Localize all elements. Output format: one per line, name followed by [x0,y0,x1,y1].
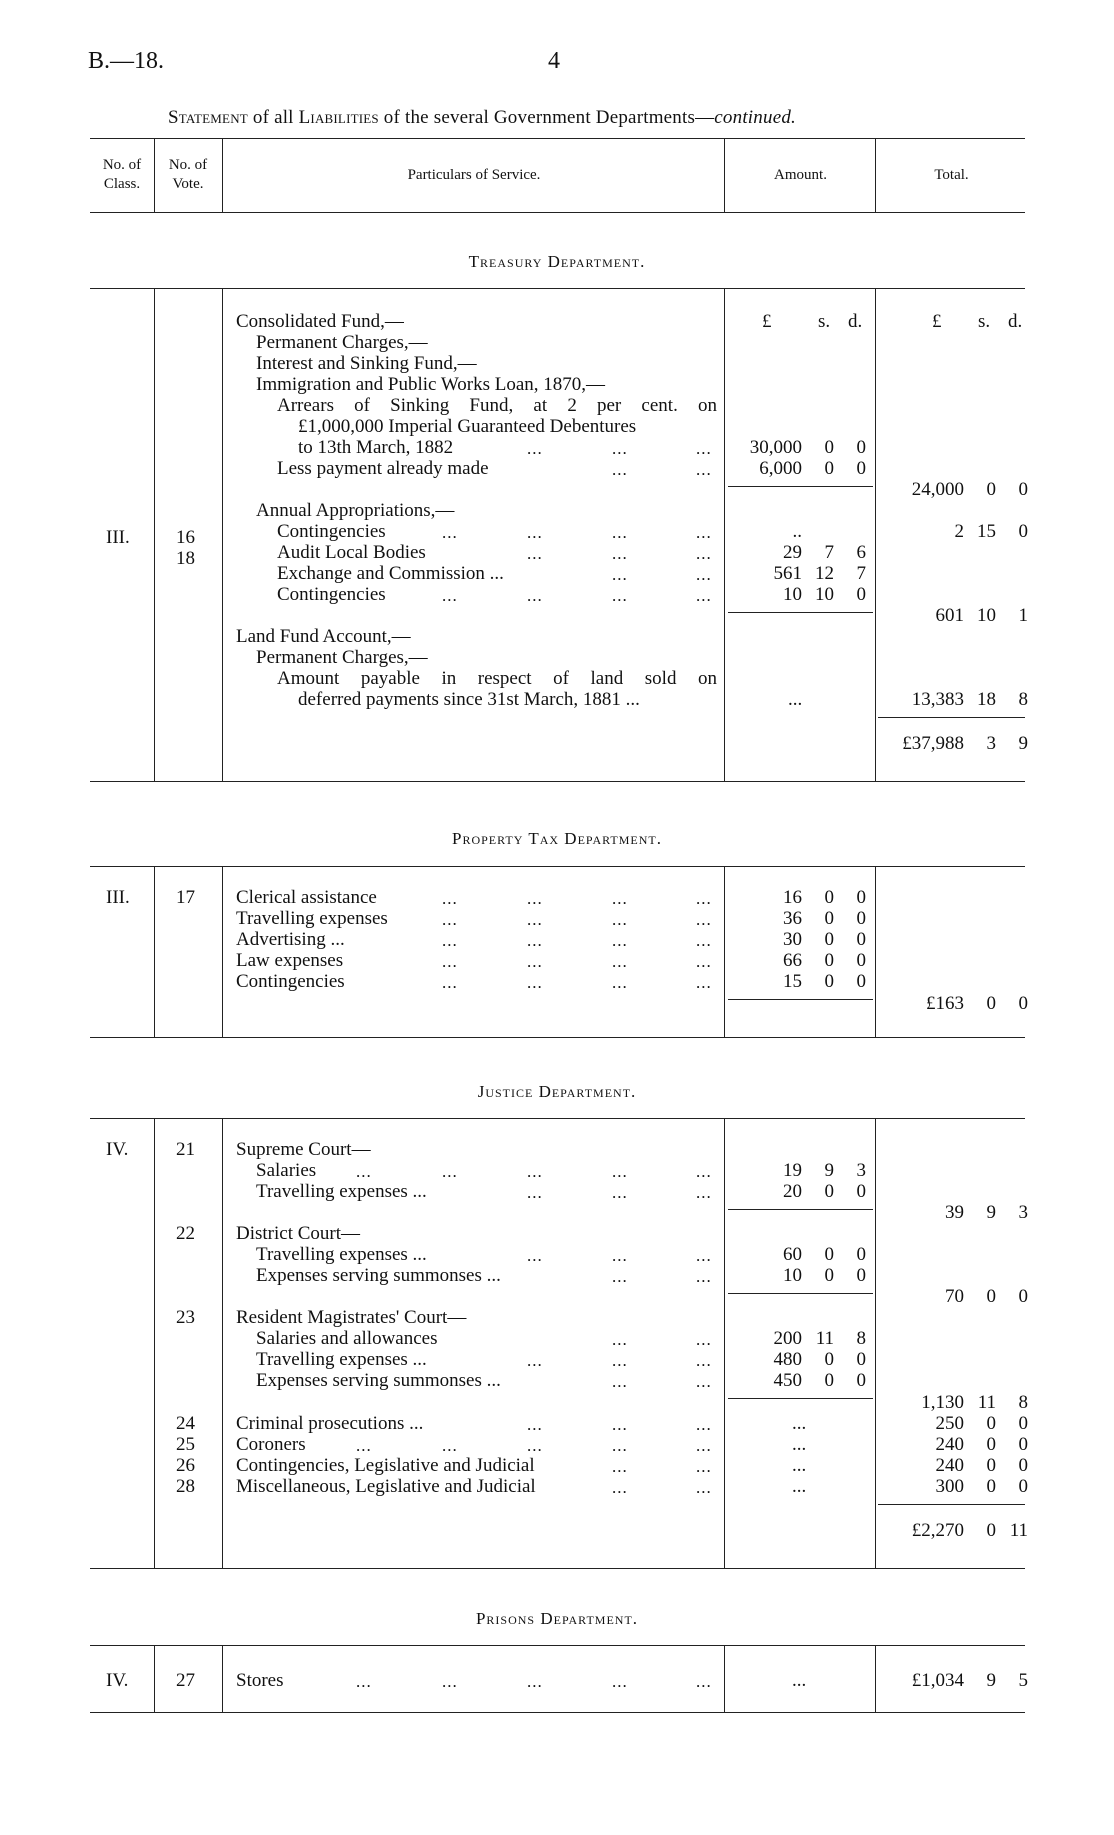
total-shillings: 11 [977,1392,996,1413]
total-pounds: 601 [935,605,964,626]
amount-shillings: 11 [815,1328,834,1349]
leader-dots: ... [442,523,458,542]
property-tax-class: III. [106,887,130,908]
total-pence: 3 [1018,1202,1028,1223]
leader-dots: ... [442,1672,458,1691]
rule [154,138,155,212]
amount-pence: 0 [856,950,866,971]
particular-line: Supreme Court— [236,1139,371,1160]
property-tax-item: Clerical assistance [236,887,377,908]
total-d-head: d. [1008,311,1023,332]
amount-pounds: 20 [783,1181,802,1202]
leader-dots: ... [527,889,543,908]
property-tax-item: Contingencies [236,971,345,992]
leader-dots: ... [527,1183,543,1202]
leader-dots: ... [527,586,543,605]
leader-dots: ... [696,952,712,971]
rule [875,288,876,781]
total-shillings: 9 [986,1202,996,1223]
leader-dots: ... [696,973,712,992]
rule [90,1712,1025,1713]
leader-dots: ... [527,1436,543,1455]
particular-line: Annual Appropriations,— [256,500,455,521]
amount-pence: 0 [856,1370,866,1391]
total-shillings: 0 [986,1455,996,1476]
particular-line: Coroners [236,1434,306,1455]
property-tax-total-pence: 0 [1018,993,1028,1014]
rule [222,1118,223,1568]
amount-shillings: 0 [824,950,834,971]
particular-line: £1,000,000 Imperial Guaranteed Debentures [298,416,637,437]
amount-pounds: 10 [783,584,802,605]
particular-line: Resident Magistrates' Court— [236,1307,467,1328]
leader-dots: ... [442,1436,458,1455]
total-pounds: 240 [935,1434,964,1455]
rule [875,866,876,1037]
total-pence: 0 [1018,1286,1028,1307]
subtotal-rule [728,999,873,1000]
leader-dots: ... [612,889,628,908]
title-statement: Statement [168,107,248,128]
leader-dots: ... [527,439,543,458]
amount-ellipsis: ... [792,1670,807,1691]
leader-dots: ... [527,1246,543,1265]
amount-pounds: 30,000 [749,437,802,458]
col-header-particulars: Particulars of Service. [407,167,541,183]
amount-pounds: 60 [783,1244,802,1265]
rule [875,1118,876,1568]
justice-vote: 26 [176,1455,195,1476]
amount-pounds: 561 [773,563,802,584]
particular-line: Contingencies [277,584,386,605]
total-shillings: 0 [986,1286,996,1307]
particular-line: Contingencies, Legislative and Judicial [236,1455,535,1476]
justice-vote: 24 [176,1413,195,1434]
leader-dots: ... [356,1162,372,1181]
subtotal-rule [728,612,873,613]
amount-pounds: 480 [773,1349,802,1370]
leader-dots: ... [612,1457,628,1476]
total-shillings: 0 [986,1476,996,1497]
total-shillings: 10 [977,605,996,626]
justice-vote: 25 [176,1434,195,1455]
total-pence: 0 [1018,479,1028,500]
leader-dots: ... [696,439,712,458]
leader-dots: ... [527,910,543,929]
total-pounds: 24,000 [911,479,964,500]
leader-dots: ... [696,523,712,542]
amount-pence: 0 [856,1349,866,1370]
total-pounds: 2 [954,521,964,542]
rule [222,288,223,781]
property-tax-title: Property Tax Department. [451,829,663,848]
rule [724,1118,725,1568]
leader-dots: ... [696,1162,712,1181]
rule [222,1645,223,1712]
amount-pence: 0 [856,584,866,605]
total-pence: 8 [1018,1392,1028,1413]
amount-pounds: 200 [773,1328,802,1349]
rule [90,138,1025,139]
particular-line: District Court— [236,1223,361,1244]
leader-dots: ... [612,1672,628,1691]
amount-pence: 0 [856,1244,866,1265]
leader-dots: ... [527,931,543,950]
amount-shillings: 0 [824,908,834,929]
rule [90,1568,1025,1569]
title-rest: of the several Government Departments— [378,107,715,128]
treasury-vote: 18 [176,548,195,569]
total-pence: 0 [1018,1434,1028,1455]
leader-dots: ... [442,952,458,971]
rule [90,1645,1025,1646]
statement-title [168,107,796,129]
particular-line: Travelling expenses ... [256,1349,427,1370]
leader-dots: ... [612,1372,628,1391]
justice-vote: 22 [176,1223,195,1244]
total-pence: 0 [1018,1413,1028,1434]
rule [154,1118,155,1568]
leader-dots: ... [612,586,628,605]
amount-s-head: s. [818,311,831,332]
leader-dots: ... [612,523,628,542]
leader-dots: ... [696,1457,712,1476]
leader-dots: ... [696,1436,712,1455]
particular-line: Contingencies [277,521,386,542]
amount-ellipsis: ... [788,689,803,710]
justice-vote: 23 [176,1307,195,1328]
rule [875,1645,876,1712]
leader-dots: ... [612,1246,628,1265]
particular-line: Land Fund Account,— [236,626,411,647]
amount-pence: 0 [856,1181,866,1202]
leader-dots: ... [696,544,712,563]
grand-total-shillings: 0 [986,1520,996,1541]
grand-total-shillings: 3 [986,733,996,754]
particular-line: Immigration and Public Works Loan, 1870,— [256,374,606,395]
amount-pounds: 19 [783,1160,802,1181]
treasury-title: Treasury Department. [468,252,646,271]
leader-dots: ... [527,1351,543,1370]
total-pounds: 250 [935,1413,964,1434]
leader-dots: ... [612,931,628,950]
total-s-head: s. [978,311,991,332]
amount-pence: 0 [856,887,866,908]
leader-dots: ... [612,1183,628,1202]
particular-line: Permanent Charges,— [256,332,428,353]
particular-line: Permanent Charges,— [256,647,428,668]
amount-pounds: 66 [783,950,802,971]
particular-line: Consolidated Fund,— [236,311,404,332]
amount-shillings: 0 [824,929,834,950]
amount-pence: 0 [856,437,866,458]
total-pence: 0 [1018,1476,1028,1497]
leader-dots: ... [696,1672,712,1691]
amount-pounds: 29 [783,542,802,563]
total-shillings: 15 [977,521,996,542]
amount-pounds: 30 [783,929,802,950]
leader-dots: ... [527,973,543,992]
subtotal-rule [728,486,873,487]
rule [90,288,1025,289]
leader-dots: ... [612,565,628,584]
leader-dots: ... [442,910,458,929]
total-pounds: 70 [945,1286,964,1307]
particular-line: Miscellaneous, Legislative and Judicial [236,1476,536,1497]
amount-pence: 8 [856,1328,866,1349]
amount-pence: 7 [856,563,866,584]
title-liabilities: Liabilities [298,107,379,128]
amount-pounds: 10 [783,1265,802,1286]
particular-line: deferred payments since 31st March, 1881 ... [298,689,640,710]
treasury-class: III. [106,527,130,548]
subtotal-rule [728,1209,873,1210]
amount-pounds: 15 [783,971,802,992]
leader-dots: ... [612,439,628,458]
rule [724,288,725,781]
leader-dots: ... [696,931,712,950]
justice-title: Justice Department. [477,1082,637,1101]
prisons-vote: 27 [176,1670,195,1691]
leader-dots: ... [696,889,712,908]
leader-dots: ... [696,910,712,929]
amount-ellipsis: ... [792,1476,807,1497]
amount-d-head: d. [848,311,863,332]
particular-line: Audit Local Bodies [277,542,426,563]
particular-line: Salaries and allowances [256,1328,438,1349]
amount-pounds: 450 [773,1370,802,1391]
particular-line: Expenses serving summonses ... [256,1370,501,1391]
amount-shillings: 0 [824,1370,834,1391]
particular-line: Salaries [256,1160,317,1181]
leader-dots: ... [612,1267,628,1286]
leader-dots: ... [442,586,458,605]
amount-shillings: 0 [824,971,834,992]
amount-shillings: 0 [824,458,834,479]
total-pound-head: £ [932,311,942,332]
leader-dots: ... [696,1267,712,1286]
amount-pence: 0 [856,1265,866,1286]
particular-line: Less payment already made [277,458,489,479]
subtotal-rule [728,1293,873,1294]
leader-dots: ... [442,889,458,908]
grand-total-rule [878,1504,1025,1505]
leader-dots: ... [612,544,628,563]
rule [90,1037,1025,1038]
amount-pounds: 16 [783,887,802,908]
total-pence: 0 [1018,521,1028,542]
total-shillings: 0 [986,1434,996,1455]
leader-dots: ... [527,1672,543,1691]
amount-shillings: 10 [815,584,834,605]
total-pounds: 1,130 [921,1392,964,1413]
particular-line: to 13th March, 1882 [298,437,454,458]
amount-pence: 0 [856,908,866,929]
grand-total-pounds: £2,270 [911,1520,964,1541]
total-pounds: 13,383 [911,689,964,710]
rule [222,866,223,1037]
leader-dots: ... [612,952,628,971]
amount-shillings: 0 [824,1181,834,1202]
grand-total-pounds: £37,988 [902,733,964,754]
leader-dots: ... [356,1672,372,1691]
prisons-item: Stores [236,1670,284,1691]
property-tax-vote: 17 [176,887,195,908]
amount-shillings: 0 [824,1349,834,1370]
prisons-total-shillings: 9 [986,1670,996,1691]
amount-pence: 0 [856,929,866,950]
amount-shillings: 0 [824,437,834,458]
property-tax-item: Law expenses [236,950,344,971]
leader-dots: ... [696,1478,712,1497]
leader-dots: ... [612,1351,628,1370]
col-header-amount: Amount. [774,167,827,183]
page-number: 4 [548,48,560,74]
amount-shillings: 9 [824,1160,834,1181]
total-pence: 8 [1018,689,1028,710]
prisons-title: Prisons Department. [475,1609,639,1628]
property-tax-total-pounds: £163 [926,993,964,1014]
justice-vote: 28 [176,1476,195,1497]
property-tax-total-shillings: 0 [986,993,996,1014]
leader-dots: ... [356,1436,372,1455]
amount-shillings: 0 [824,1265,834,1286]
amount-pounds: 36 [783,908,802,929]
rule [222,138,223,212]
leader-dots: ... [612,1478,628,1497]
leader-dots: ... [527,1162,543,1181]
rule [724,138,725,212]
leader-dots: ... [612,1436,628,1455]
rule [90,866,1025,867]
leader-dots: ... [612,1162,628,1181]
justice-class: IV. [106,1139,129,1160]
leader-dots: ... [696,460,712,479]
leader-dots: ... [696,1351,712,1370]
leader-dots: ... [612,973,628,992]
grand-total-rule [878,717,1025,718]
leader-dots: ... [612,1415,628,1434]
amount-pence: 0 [856,971,866,992]
amount-ellipsis: ... [792,1455,807,1476]
grand-total-pence: 11 [1009,1520,1028,1541]
amount-shillings: 12 [815,563,834,584]
leader-dots: ... [696,1246,712,1265]
rule [90,212,1025,213]
particular-line: Travelling expenses ... [256,1181,427,1202]
leader-dots: ... [696,1415,712,1434]
justice-vote: 21 [176,1139,195,1160]
total-shillings: 18 [977,689,996,710]
property-tax-item: Advertising ... [236,929,345,950]
total-pounds: 240 [935,1455,964,1476]
leader-dots: ... [442,973,458,992]
amount-shillings: 0 [824,1244,834,1265]
leader-dots: ... [696,1330,712,1349]
particular-line: Arrears of Sinking Fund, at 2 per cent. on [277,395,717,416]
total-pounds: 300 [935,1476,964,1497]
amount-ellipsis: ... [792,1434,807,1455]
subtotal-rule [728,1398,873,1399]
leader-dots: ... [527,544,543,563]
rule [154,866,155,1037]
property-tax-item: Travelling expenses [236,908,388,929]
leader-dots: ... [527,1415,543,1434]
rule [875,138,876,212]
particular-line: Criminal prosecutions ... [236,1413,424,1434]
leader-dots: ... [442,931,458,950]
grand-total-pence: 9 [1018,733,1028,754]
amount-pence: 3 [856,1160,866,1181]
amount-pence: 0 [856,458,866,479]
prisons-total-pounds: £1,034 [911,1670,964,1691]
amount-pound-head: £ [762,311,772,332]
leader-dots: ... [442,1162,458,1181]
treasury-vote: 16 [176,527,195,548]
leader-dots: ... [696,586,712,605]
rule [90,781,1025,782]
leader-dots: ... [527,523,543,542]
leader-dots: ... [612,460,628,479]
particular-line: Interest and Sinking Fund,— [256,353,477,374]
total-shillings: 0 [986,1413,996,1434]
col-header-class: No. of Class. [102,157,142,192]
total-pounds: 39 [945,1202,964,1223]
particular-line: Expenses serving summonses ... [256,1265,501,1286]
title-continued: continued. [714,107,796,128]
amount-shillings: 0 [824,887,834,908]
amount-shillings: 7 [824,542,834,563]
document-reference: B.—18. [88,48,165,74]
rule [724,866,725,1037]
rule [724,1645,725,1712]
title-of-all: of all [247,107,299,128]
rule [154,288,155,781]
leader-dots: ... [612,1330,628,1349]
amount-pence: 6 [856,542,866,563]
particular-line: Exchange and Commission ... [277,563,504,584]
total-pence: 1 [1018,605,1028,626]
particular-line: Travelling expenses ... [256,1244,427,1265]
leader-dots: ... [527,952,543,971]
total-pence: 0 [1018,1455,1028,1476]
rule [154,1645,155,1712]
leader-dots: ... [612,910,628,929]
col-header-vote: No. of Vote. [168,157,208,192]
amount-ellipsis: ... [792,1413,807,1434]
amount-pounds: .. [792,521,802,542]
total-shillings: 0 [986,479,996,500]
leader-dots: ... [696,1372,712,1391]
rule [90,1118,1025,1119]
leader-dots: ... [696,1183,712,1202]
amount-pounds: 6,000 [759,458,802,479]
prisons-class: IV. [106,1670,129,1691]
prisons-total-pence: 5 [1018,1670,1028,1691]
leader-dots: ... [696,565,712,584]
col-header-total: Total. [934,167,969,183]
particular-line: Amount payable in respect of land sold on [277,668,717,689]
